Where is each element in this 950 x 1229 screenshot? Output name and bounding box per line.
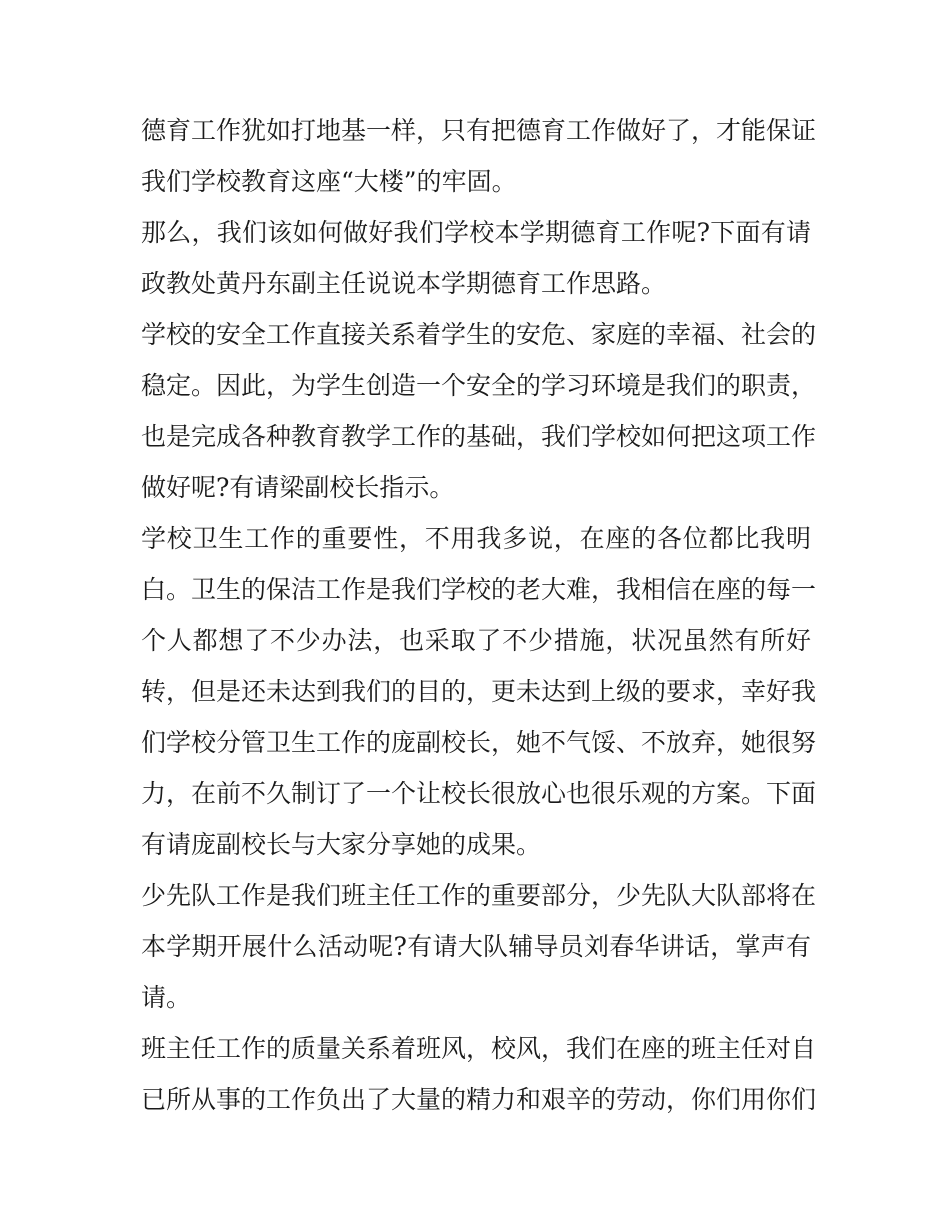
text-line: 们学校分管卫生工作的庞副校长，她不气馁、不放弃，她很努 <box>141 728 817 757</box>
text-line: 做好呢?有请梁副校长指示。 <box>141 473 455 502</box>
text-line: 学校的安全工作直接关系着学生的安危、家庭的幸福、社会的 <box>141 320 817 349</box>
paragraph-safety <box>141 309 817 513</box>
paragraph-moral-plan <box>141 207 811 309</box>
paragraph-class-teachers <box>141 1023 817 1125</box>
text-line: 那么，我们该如何做好我们学校本学期德育工作呢?下面有请 <box>141 218 811 247</box>
text-line: 德育工作犹如打地基一样，只有把德育工作做好了，才能保证 <box>141 116 817 145</box>
text-line: 本学期开展什么活动呢?有请大队辅导员刘春华讲话，掌声有 <box>141 932 811 961</box>
text-line: 个人都想了不少办法，也采取了不少措施，状况虽然有所好 <box>141 626 811 655</box>
text-line: 请。 <box>141 983 192 1012</box>
paragraph-young-pioneers <box>141 870 817 1023</box>
text-line: 稳定。因此，为学生创造一个安全的学习环境是我们的职责， <box>141 371 817 400</box>
text-line: 也是完成各种教育教学工作的基础，我们学校如何把这项工作 <box>141 422 817 451</box>
text-line: 学校卫生工作的重要性，不用我多说，在座的各位都比我明 <box>141 524 811 553</box>
text-line: 转，但是还未达到我们的目的，更未达到上级的要求，幸好我 <box>141 677 817 706</box>
text-line: 白。卫生的保洁工作是我们学校的老大难，我相信在座的每一 <box>141 575 817 604</box>
text-line: 我们学校教育这座“大楼”的牢固。 <box>141 167 517 196</box>
text-line: 少先队工作是我们班主任工作的重要部分，少先队大队部将在 <box>141 881 817 910</box>
text-line: 有请庞副校长与大家分享她的成果。 <box>141 830 542 859</box>
text-line: 班主任工作的质量关系着班风，校风，我们在座的班主任对自 <box>141 1034 817 1063</box>
paragraph-hygiene <box>141 513 817 870</box>
text-line: 政教处黄丹东副主任说说本学期德育工作思路。 <box>141 269 667 298</box>
paragraph-moral-education <box>141 105 817 207</box>
document-body <box>141 105 817 1125</box>
text-line: 已所从事的工作负出了大量的精力和艰辛的劳动，你们用你们 <box>141 1085 817 1114</box>
text-line: 力，在前不久制订了一个让校长很放心也很乐观的方案。下面 <box>141 779 817 808</box>
